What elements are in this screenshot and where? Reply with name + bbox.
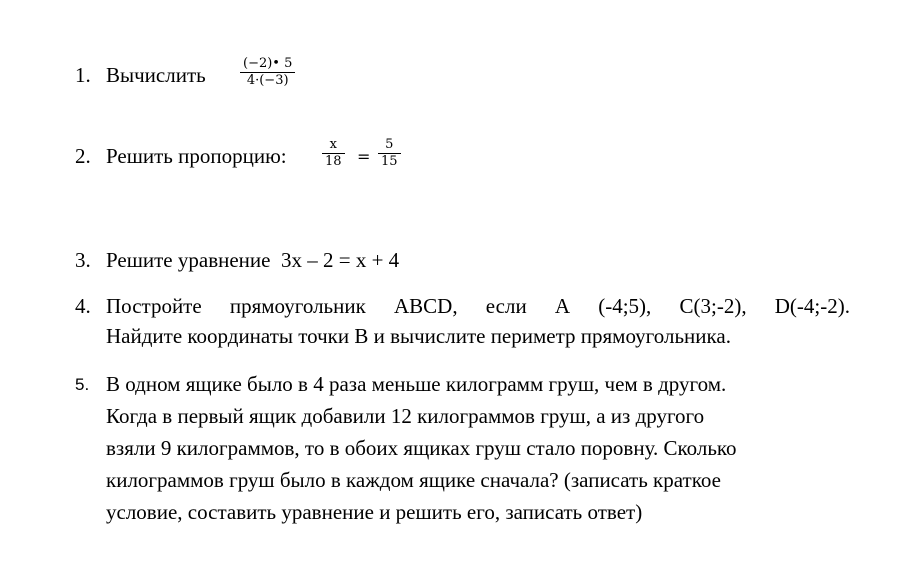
task-1-text: Вычислить: [106, 63, 206, 87]
task-number: 1.: [75, 63, 91, 87]
task-2: [0, 139, 911, 175]
task-number: 2.: [75, 144, 91, 168]
task-1-fraction: [240, 56, 295, 89]
task-5-line: килограммов груш было в каждом ящике сначала? (записать краткое: [106, 468, 721, 492]
task-2-text: Решить пропорцию:: [106, 144, 287, 168]
fraction-denominator: 4·(−3): [246, 73, 289, 88]
task-5-line: условие, составить уравнение и решить его, записать ответ): [106, 500, 643, 524]
task-5: [0, 368, 911, 528]
fraction-numerator: 5: [378, 137, 401, 154]
fraction-denominator: 15: [381, 154, 398, 169]
task-4: [0, 291, 911, 353]
task-3-text: Решите уравнение 3x – 2 = x + 4: [106, 248, 400, 272]
task-number: 5.: [75, 375, 90, 394]
task-number: 3.: [75, 248, 91, 272]
task-4-line: Найдите координаты точки В и вычислите периметр прямоугольника.: [106, 324, 731, 348]
task-3: [0, 245, 911, 275]
task-5-line: взяли 9 килограммов, то в обоих ящиках груш стало поровну. Сколько: [106, 436, 737, 460]
task-1: [0, 58, 911, 92]
task-4-line: Постройте прямоугольник ABCD, если А (-4;5), С(3;-2), D(-4;-2).: [106, 294, 850, 318]
fraction-denominator: 18: [325, 154, 342, 169]
task-2-right-fraction: [378, 137, 401, 170]
fraction-numerator: x: [322, 137, 345, 154]
task-number: 4.: [75, 294, 91, 318]
fraction-numerator: (−2)• 5: [240, 56, 295, 73]
task-2-left-fraction: [322, 137, 345, 170]
task-5-line: Когда в первый ящик добавили 12 килограммов груш, а из другого: [106, 404, 705, 428]
task-5-line: В одном ящике было в 4 раза меньше килограмм груш, чем в другом.: [106, 372, 727, 396]
equals-sign: =: [357, 147, 371, 166]
